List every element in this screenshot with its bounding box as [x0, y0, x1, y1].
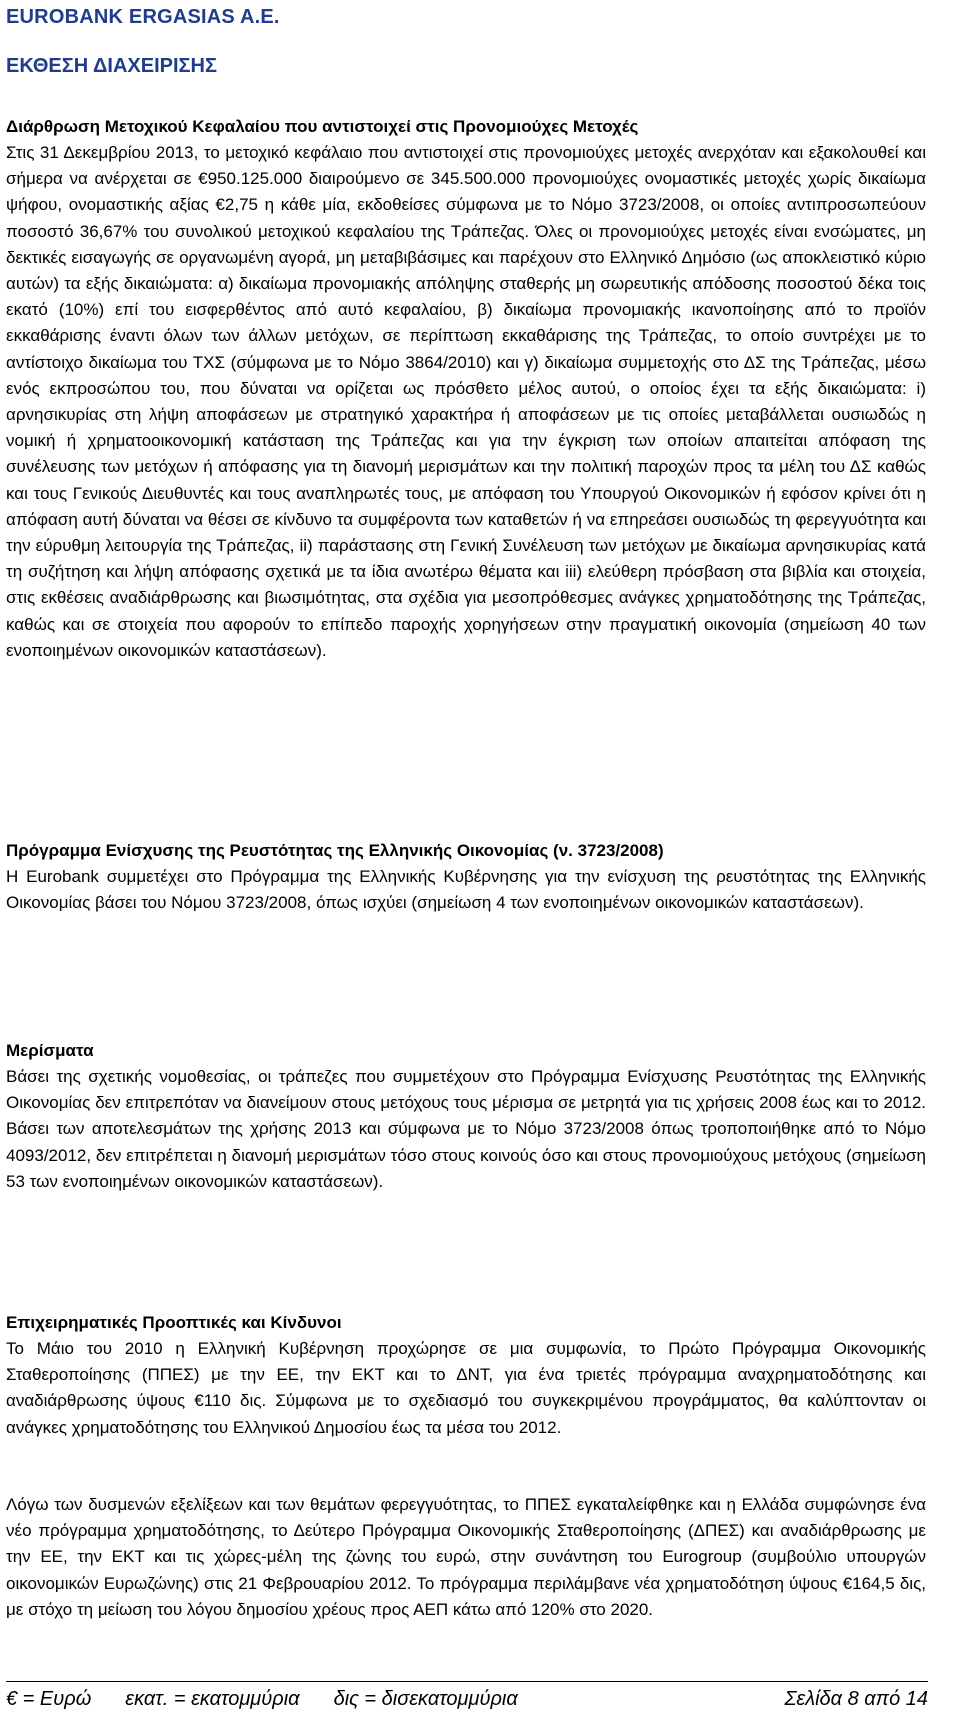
section-heading-outlook-risks: Επιχειρηματικές Προοπτικές και Κίνδυνοι: [6, 1313, 342, 1332]
footer-legend: [6, 1688, 552, 1711]
section-heading-liquidity-program: Πρόγραμμα Ενίσχυσης της Ρευστότητας της Ελληνικής Οικονομίας (ν. 3723/2008): [6, 841, 664, 860]
paragraph-outlook-2: Λόγω των δυσμενών εξελίξεων και των θεμάτων φερεγγυότητας, το ΠΠΕΣ εγκαταλείφθηκε και η Ελλάδα συμφώνησε ένα νέο πρόγραμμα χρηματοδότησης, το Δεύτερο Πρόγραμμα Οικονομικής Σταθεροποίησης (ΔΠΕΣ) και αναδιάρθρωσης με την ΕΕ, την ΕΚΤ και τις χώρες-μέλη της ζώνης του ευρώ, στην συνάντηση του Eurogroup (συμβούλιο υπουργών οικονομικών Ευρωζώνης) στις 21 Φεβρουαρίου 2012. Το πρόγραμμα περιλάμβανε νέα χρηματοδότηση ύψους €164,5 δις, με στόχο τη μείωση του λόγου δημοσίου χρέους προς ΑΕΠ κάτω από 120% στο 2020.: [6, 1495, 926, 1619]
section-heading-share-capital: Διάρθρωση Μετοχικού Κεφαλαίου που αντιστοιχεί στις Προνομιούχες Μετοχές: [6, 117, 639, 136]
page-footer: [6, 1688, 928, 1711]
paragraph-outlook-1: Το Μάιο του 2010 η Ελληνική Κυβέρνηση προχώρησε σε μια συμφωνία, το Πρώτο Πρόγραμμα Οικονομικής Σταθεροποίησης (ΠΠΕΣ) με την ΕΕ, την ΕΚΤ και το ΔΝΤ, για ένα τριετές πρόγραμμα αναχρηματοδότησης και αναδιάρθρωσης ύψους €110 δις. Σύμφωνα με το σχεδιασμό του συγκεκριμένου προγράμματος, θα καλύπτονταν οι ανάγκες χρηματοδότησης του Ελληνικού Δημοσίου έως τα μέσα του 2012.: [6, 1339, 926, 1437]
footer-divider: [6, 1681, 928, 1682]
company-name: EUROBANK ERGASIAS A.E.: [6, 6, 280, 28]
footer-million-note: εκατ. = εκατομμύρια: [125, 1688, 300, 1710]
paragraph-liquidity-program: Η Eurobank συμμετέχει στο Πρόγραμμα της Ελληνικής Κυβέρνησης για την ενίσχυση της ρευστότητας της Ελληνικής Οικονομίας βάσει του Νόμου 3723/2008, όπως ισχύει (σημείωση 4 των ενοποιημένων οικονομικών καταστάσεων).: [6, 867, 926, 913]
report-title: ΕΚΘΕΣΗ ΔΙΑΧΕΙΡΙΣΗΣ: [6, 55, 217, 77]
section-heading-dividends: Μερίσματα: [6, 1041, 94, 1060]
paragraph-share-capital: Στις 31 Δεκεμβρίου 2013, το μετοχικό κεφάλαιο που αντιστοιχεί στις προνομιούχες μετοχές ανερχόταν και εξακολουθεί και σήμερα να ανέρχεται σε €950.125.000 διαιρούμενο σε 345.500.000 προνομιούχες ονομαστικές μετοχές χωρίς δικαίωμα ψήφου, ονομαστικής αξίας €2,75 η κάθε μία, εκδοθείσες σύμφωνα με το Νόμο 3723/2008, οι οποίες αντιπροσωπεύουν ποσοστό 36,67% του συνολικού μετοχικού κεφαλαίου της Τράπεζας. Όλες οι προνομιούχες μετοχές είναι ενσώματες, μη δεκτικές εισαγωγής σε οργανωμένη αγορά, μη μεταβιβάσιμες και παρέχουν στο Ελληνικό Δημόσιο (ως αποκλειστικό κύριο αυτών) τα εξής δικαιώματα: α) δικαίωμα προνομιακής απόληψης σταθερής μη σωρευτικής απόδοσης ποσοστού δέκα τοις εκατό (10%) επί του εισφερθέντος από αυτό κεφαλαίου, β) δικαίωμα προνομιακής ικανοποίησης από το προϊόν εκκαθάρισης έναντι όλων των άλλων μετόχων, σε περίπτωση εκκαθάρισης της Τράπεζας, το οποίο συντρέχει με το αντίστοιχο δικαίωμα του ΤΧΣ (σύμφωνα με το Νόμο 3864/2010) και γ) δικαίωμα συμμετοχής στο ΔΣ της Τράπεζας, μέσω ενός εκπροσώπου του, που δύναται να ορίζεται ως πρόσθετο μέλος αυτού, ο οποίος έχει τα εξής δικαιώματα: i) αρνησικυρίας στη λήψη αποφάσεων με στρατηγικό χαρακτήρα ή αποφάσεων με τις οποίες μεταβάλλεται ουσιωδώς η νομική ή χρηματοοικονομική κατάσταση της Τράπεζας και για την έγκριση των οποίων απαιτείται απόφαση της συνέλευσης των μετόχων ή απόφασης για τη διανομή μερισμάτων και την πολιτική παροχών προς τα μέλη του ΔΣ καθώς και τους Γενικούς Διευθυντές και τους αναπληρωτές τους, με απόφαση του Υπουργού Οικονομικών ή εφόσον κρίνει ότι η απόφαση αυτή δύναται να θέσει σε κίνδυνο τα συμφέροντα των καταθετών ή να επηρεάσει ουσιωδώς τη φερεγγυότητα και την εύρυθμη λειτουργία της Τράπεζας, ii) παράστασης στη Γενική Συνέλευση των μετόχων με δικαίωμα αρνησικυρίας κατά τη συζήτηση και λήψη απόφασης σχετικά με τα ίδια ανωτέρω θέματα και iii) ελεύθερη πρόσβαση στα βιβλία και στοιχεία, στις εκθέσεις αναδιάρθρωσης και βιωσιμότητας, στα σχέδια για μεσοπρόθεσμες ανάγκες χρηματοδότησης της Τράπεζας, καθώς και σε στοιχεία που αφορούν το επίπεδο παροχής χορηγήσεων στην πραγματική οικονομία (σημείωση 40 των ενοποιημένων οικονομικών καταστάσεων).: [6, 143, 926, 660]
paragraph-dividends: Βάσει της σχετικής νομοθεσίας, οι τράπεζες που συμμετέχουν στο Πρόγραμμα Ενίσχυσης Ρευστότητας της Ελληνικής Οικονομίας δεν επιτρεπόταν να διανείμουν στους μετόχους τους μέρισμα σε μετρητά για τις χρήσεις 2008 έως και το 2012. Βάσει των αποτελεσμάτων της χρήσης 2013 και σύμφωνα με το Νόμο 3723/2008 όπως τροποποιήθηκε από το Νόμο 4093/2012, δεν επιτρέπεται η διανομή μερισμάτων τόσο στους κοινούς όσο και στους προνομιούχους μετόχους (σημείωση 53 των ενοποιημένων οικονομικών καταστάσεων).: [6, 1067, 926, 1191]
footer-billion-note: δις = δισεκατομμύρια: [333, 1688, 518, 1710]
footer-euro-note: € = Ευρώ: [6, 1688, 92, 1710]
page-number: Σελίδα 8 από 14: [784, 1688, 928, 1710]
